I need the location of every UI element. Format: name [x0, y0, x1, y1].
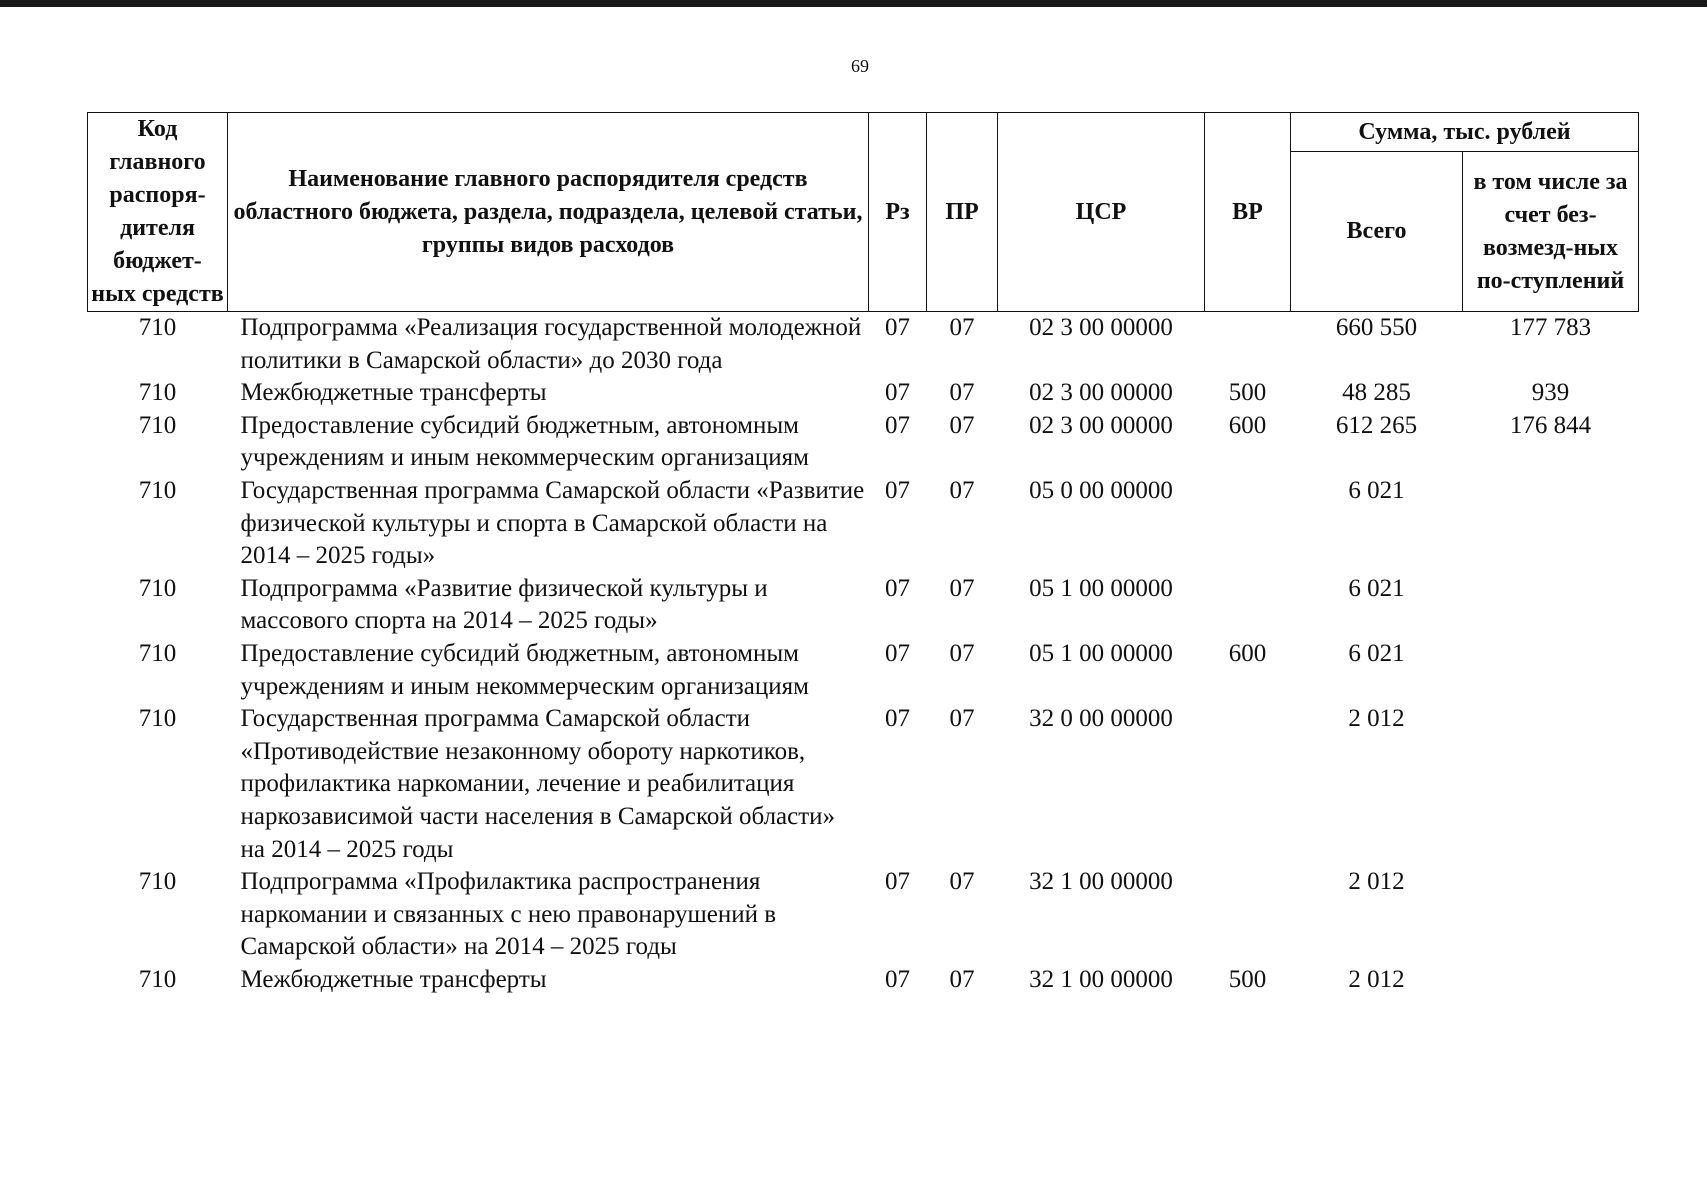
cell-rz: 07	[885, 411, 910, 439]
cell-total: 6 021	[1348, 476, 1405, 504]
cell-code: 710	[138, 411, 177, 439]
cell-vr	[1205, 475, 1291, 573]
cell-vr	[1205, 866, 1291, 964]
cell-rz: 07	[885, 705, 910, 733]
cell-vr	[1205, 573, 1291, 638]
cell-total: 2 012	[1348, 705, 1405, 733]
table-header	[88, 113, 1639, 312]
cell-name: Межбюджетные трансферты	[240, 379, 547, 407]
cell-free: 176 844	[1509, 411, 1592, 439]
cell-pr: 07	[949, 574, 975, 602]
header-pr: ПР	[927, 113, 998, 312]
table-row	[88, 866, 1639, 964]
cell-total: 660 550	[1335, 314, 1418, 341]
cell-code: 710	[138, 476, 177, 504]
header-csr: ЦСР	[998, 113, 1205, 312]
cell-rz: 07	[885, 314, 910, 341]
cell-rz: 07	[885, 476, 910, 504]
cell-pr: 07	[949, 314, 975, 341]
table-row	[88, 312, 1639, 378]
header-total: Всего	[1291, 152, 1463, 312]
cell-name: Государственная программа Самарской области «Развитие физической культуры и спорта в Самарской области на 2014 – 2025 годы»	[240, 476, 865, 570]
cell-csr: 02 3 00 00000	[1029, 379, 1173, 407]
cell-total: 2 012	[1348, 868, 1405, 896]
cell-vr: 500	[1228, 379, 1267, 407]
cell-name: Подпрограмма «Развитие физической культуры и массового спорта на 2014 – 2025 годы»	[240, 574, 768, 635]
cell-vr	[1205, 312, 1291, 378]
table-body	[88, 312, 1639, 1031]
cell-vr: 600	[1228, 639, 1267, 667]
cell-name: Предоставление субсидий бюджетным, автономным учреждениям и иным некоммерческим организациям	[240, 639, 809, 700]
header-free: в том числе за счет без-возмезд-ных по-ступлений	[1463, 152, 1639, 312]
cell-name: Предоставление субсидий бюджетным, автономным учреждениям и иным некоммерческим организациям	[240, 411, 809, 472]
cell-free: 939	[1531, 379, 1570, 407]
cell-free	[1463, 638, 1639, 703]
cell-pr: 07	[949, 379, 975, 407]
cell-csr: 05 1 00 00000	[1029, 639, 1173, 667]
cell-pr: 07	[949, 868, 975, 896]
header-name: Наименование главного распорядителя средств областного бюджета, раздела, подраздела, целевой статьи, группы видов расходов	[228, 113, 869, 312]
cell-name: Подпрограмма «Реализация государственной молодежной политики в Самарской области» до 2030 года	[240, 314, 862, 374]
table-row	[88, 638, 1639, 703]
cell-total: 48 285	[1342, 379, 1411, 407]
cell-code: 710	[138, 639, 177, 667]
header-sum: Сумма, тыс. рублей	[1291, 113, 1639, 152]
cell-csr: 02 3 00 00000	[1029, 314, 1173, 341]
cell-free	[1463, 866, 1639, 964]
cell-total: 612 265	[1335, 411, 1418, 439]
cell-free	[1463, 703, 1639, 866]
cell-pr: 07	[949, 411, 975, 439]
cell-vr	[1205, 703, 1291, 866]
cell-total: 6 021	[1348, 639, 1405, 667]
cell-rz: 07	[885, 379, 910, 407]
table-row	[88, 377, 1639, 410]
cell-csr: 32 1 00 00000	[1029, 965, 1173, 993]
cell-csr: 05 0 00 00000	[1029, 476, 1173, 504]
cell-pr: 07	[949, 639, 975, 667]
cell-rz: 07	[885, 965, 910, 993]
table-row	[88, 573, 1639, 638]
cell-pr: 07	[949, 705, 975, 733]
cell-pr: 07	[949, 476, 975, 504]
cell-code: 710	[138, 379, 177, 407]
cell-code: 710	[138, 314, 177, 341]
cell-vr: 600	[1228, 411, 1267, 439]
page-number: 69	[851, 56, 869, 76]
top-border-rule	[0, 0, 1707, 7]
cell-name: Межбюджетные трансферты	[240, 965, 547, 993]
table-row	[88, 703, 1639, 866]
cell-csr: 05 1 00 00000	[1029, 574, 1173, 602]
cell-rz: 07	[885, 639, 910, 667]
budget-table	[87, 112, 1639, 1030]
cell-free	[1463, 475, 1639, 573]
cell-rz: 07	[885, 574, 910, 602]
cell-code: 710	[138, 965, 177, 993]
cell-total: 6 021	[1348, 574, 1405, 602]
table-row	[88, 964, 1639, 1031]
cell-free	[1463, 573, 1639, 638]
table-row	[88, 410, 1639, 475]
header-vr: ВР	[1205, 113, 1291, 312]
cell-csr: 32 0 00 00000	[1029, 705, 1173, 733]
table-row	[88, 475, 1639, 573]
cell-name: Государственная программа Самарской области «Противодействие незаконному обороту наркотиков, профилактика наркомании, лечение и реабилитация наркозависимой части населения в Самарской области» на 2014 – 2025 годы	[240, 705, 836, 863]
header-code: Код главного распоря-дителя бюджет-ных средств	[88, 113, 228, 312]
cell-csr: 02 3 00 00000	[1029, 411, 1173, 439]
cell-free	[1463, 964, 1639, 1031]
cell-vr: 500	[1228, 965, 1267, 993]
cell-code: 710	[138, 705, 177, 733]
cell-rz: 07	[885, 868, 910, 896]
cell-total: 2 012	[1348, 965, 1405, 993]
cell-csr: 32 1 00 00000	[1029, 868, 1173, 896]
cell-code: 710	[138, 574, 177, 602]
cell-pr: 07	[949, 965, 975, 993]
cell-name: Подпрограмма «Профилактика распространения наркомании и связанных с нею правонарушений в Самарской области» на 2014 – 2025 годы	[240, 868, 777, 961]
cell-code: 710	[138, 868, 177, 896]
header-rz: Рз	[869, 113, 927, 312]
cell-free: 177 783	[1509, 314, 1592, 341]
